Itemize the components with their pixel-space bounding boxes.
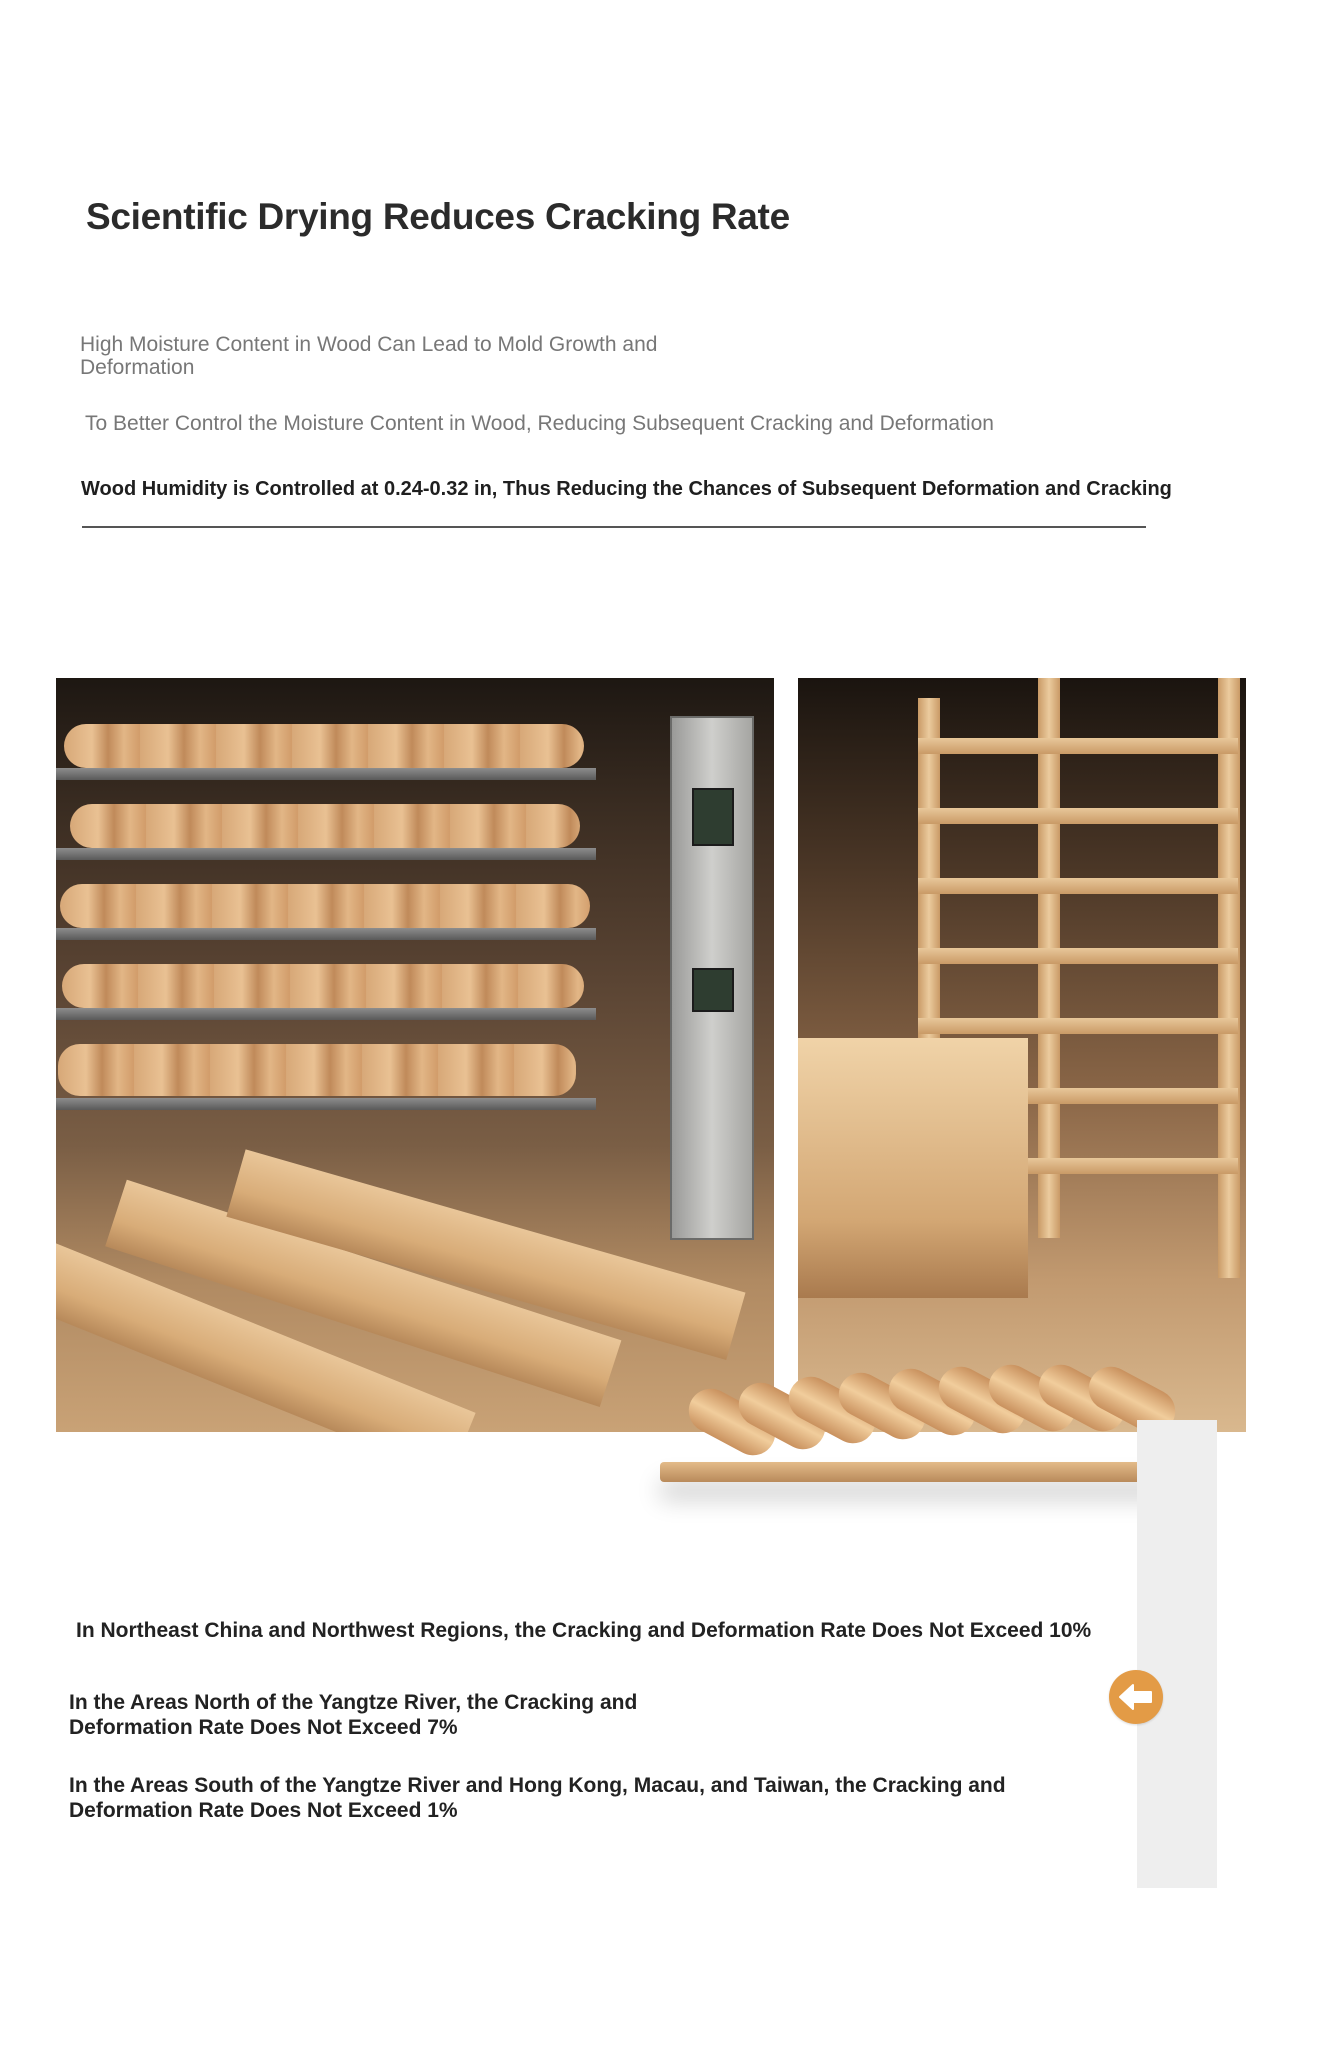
divider <box>82 526 1146 528</box>
log-row <box>64 724 584 768</box>
rack-bar <box>918 808 1238 824</box>
rack-post <box>1218 678 1240 1278</box>
rack-bar <box>918 878 1238 894</box>
kiln-shelf <box>56 1098 596 1110</box>
side-panel <box>1137 1420 1217 1888</box>
stacked-planks <box>798 1038 1028 1298</box>
control-panel <box>692 788 734 846</box>
kiln-shelf <box>56 768 596 780</box>
log-pallet <box>640 1366 1200 1506</box>
lumber-rack-photo <box>798 678 1246 1432</box>
pallet-base <box>660 1462 1180 1482</box>
arrow-left-icon <box>1118 1683 1154 1711</box>
log-row <box>62 964 584 1008</box>
fact-south-yangtze: In the Areas South of the Yangtze River and Hong Kong, Macau, and Taiwan, the Cracking and Deformation Rate Does Not Exceed 1% <box>69 1774 1006 1822</box>
intro-control-text: To Better Control the Moisture Content in Wood, Reducing Subsequent Cracking and Deformation <box>85 412 994 435</box>
kiln-shelf <box>56 848 596 860</box>
page-title: Scientific Drying Reduces Cracking Rate <box>86 196 790 237</box>
log-row <box>70 804 580 848</box>
log-row <box>58 1044 576 1096</box>
control-panel <box>692 968 734 1012</box>
kiln-photo <box>56 678 774 1432</box>
kiln-shelf <box>56 1008 596 1020</box>
fact-north-yangtze: In the Areas North of the Yangtze River, the Cracking and Deformation Rate Does Not Exceed 7% <box>69 1691 638 1739</box>
humidity-highlight: Wood Humidity is Controlled at 0.24-0.32 in, Thus Reducing the Chances of Subsequent Deformation and Cracking <box>81 478 1172 500</box>
rack-bar <box>918 738 1238 754</box>
back-button[interactable] <box>1109 1670 1163 1724</box>
kiln-control-cabinet <box>670 716 754 1240</box>
kiln-shelf <box>56 928 596 940</box>
intro-moisture-text: High Moisture Content in Wood Can Lead to Mold Growth and Deformation <box>80 333 658 379</box>
rack-bar <box>918 948 1238 964</box>
log-row <box>60 884 590 928</box>
rack-bar <box>918 1018 1238 1034</box>
fact-northeast: In Northeast China and Northwest Regions, the Cracking and Deformation Rate Does Not Exceed 10% <box>76 1619 1092 1642</box>
